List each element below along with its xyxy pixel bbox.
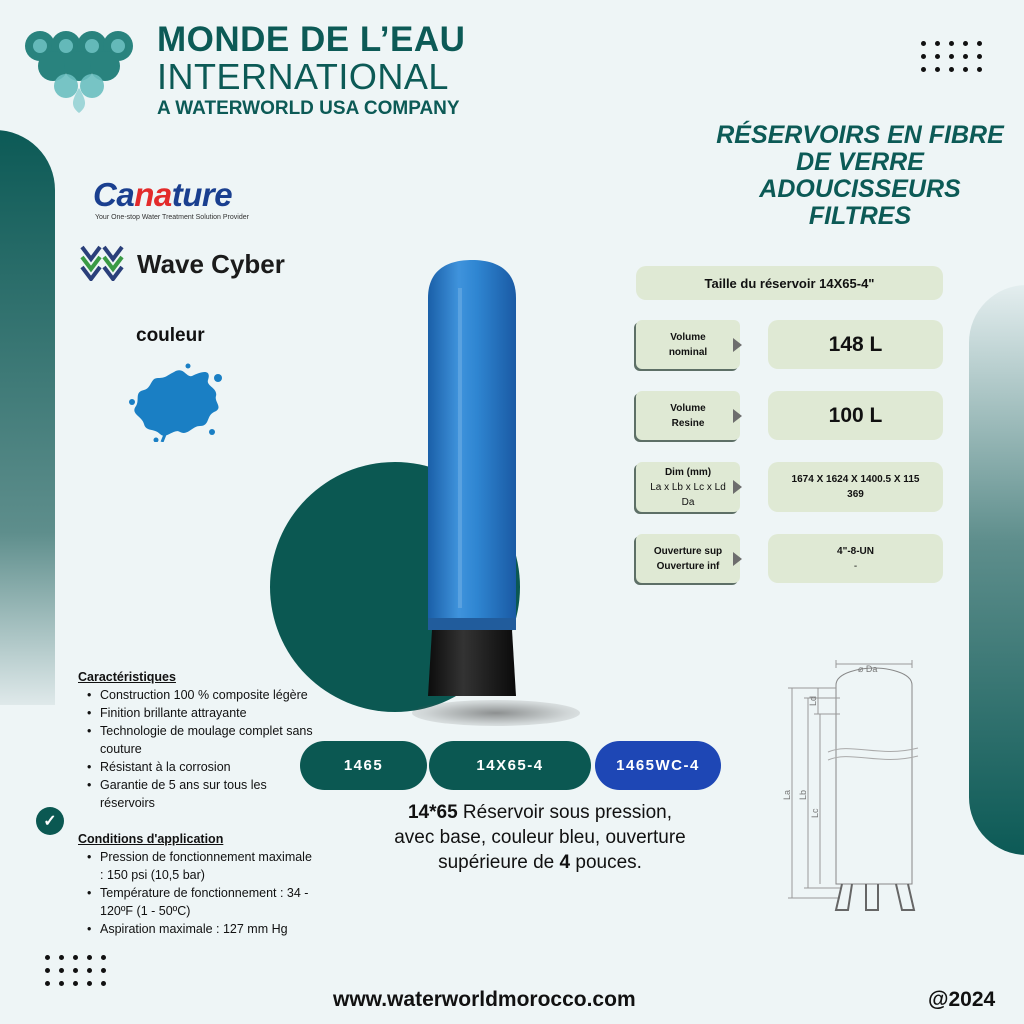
canature-logo-part3: ture xyxy=(171,176,233,213)
background-right-bar xyxy=(969,285,1024,855)
list-item: • Pression de fonctionnement maximale : 150 psi (10,5 bar) xyxy=(84,848,316,884)
spec-label-text: Ouverture sup xyxy=(653,545,723,557)
spec-label-dimensions xyxy=(636,462,740,512)
tank-dimension-drawing xyxy=(770,660,920,915)
wave-cyber-chevrons-icon xyxy=(80,243,126,281)
spec-value-dimensions xyxy=(768,462,943,512)
list-item: • Aspiration maximale : 127 mm Hg xyxy=(84,920,316,938)
decorative-dots-bottom xyxy=(45,955,107,986)
spec-value-text: 369 xyxy=(847,489,864,500)
spec-value-text: 1674 X 1624 X 1400.5 X 115 xyxy=(791,474,920,485)
blue-paint-splash-icon xyxy=(126,362,226,442)
list-item: • Garantie de 5 ans sur tous les réservoirs xyxy=(84,776,316,812)
product-description xyxy=(340,800,740,875)
canature-logo-part2: na xyxy=(134,176,172,213)
headline-line3: ADOUCISSEURS xyxy=(759,175,961,203)
description-text: 14*65 xyxy=(407,802,458,823)
drawing-label-lc: Lc xyxy=(810,808,820,818)
spec-label-text: Da xyxy=(681,496,695,508)
headline-line4: FILTRES xyxy=(808,202,912,230)
list-item: • Résistant à la corrosion xyxy=(84,758,316,776)
spec-value-text: 4"-8-UN xyxy=(837,545,874,557)
canature-logo-part1: Ca xyxy=(93,176,135,213)
features-title: Caractéristiques xyxy=(78,670,176,684)
background-left-bar xyxy=(0,130,55,705)
drawing-label-ld: Ld xyxy=(808,695,818,706)
spec-label-text: Ouverture inf xyxy=(656,560,720,572)
color-label: couleur xyxy=(136,325,205,346)
spec-value-text: - xyxy=(853,560,858,572)
tank-size-title: Taille du réservoir 14X65-4" xyxy=(636,266,943,300)
tank-shadow xyxy=(412,700,580,726)
brand-name-line1: MONDE DE L’EAU xyxy=(157,20,466,59)
description-text: supérieure de xyxy=(438,852,560,873)
spec-value-resin-volume: 100 L xyxy=(768,391,943,440)
spec-label-resin-volume xyxy=(636,391,740,440)
decorative-dots-top xyxy=(921,41,983,72)
spec-label-text: Volume xyxy=(670,331,706,343)
conditions-list xyxy=(84,848,316,938)
headline-line2: DE VERRE xyxy=(796,148,924,176)
description-text: Réservoir sous pression, xyxy=(457,802,673,823)
checkmark-icon: ✓ xyxy=(36,807,64,835)
website-link[interactable]: www.waterworldmorocco.com xyxy=(333,988,636,1011)
spec-label-openings xyxy=(636,534,740,583)
headline-line1: RÉSERVOIRS EN FIBRE xyxy=(716,121,1004,149)
list-item: • Température de fonctionnement : 34 - 120ºF (1 - 50ºC) xyxy=(84,884,316,920)
spec-value-openings xyxy=(768,534,943,583)
features-list xyxy=(84,686,316,812)
description-text: 4 xyxy=(559,852,571,873)
spec-label-text: Volume xyxy=(670,402,706,414)
model-button-14x65-4[interactable]: 14X65-4 xyxy=(429,741,591,790)
spec-label-text: nominal xyxy=(668,346,708,358)
brand-name-line2: INTERNATIONAL xyxy=(157,56,449,97)
spec-label-text: Resine xyxy=(671,417,705,429)
conditions-title: Conditions d'application xyxy=(78,832,224,846)
brand-tagline: A WATERWORLD USA COMPANY xyxy=(157,98,460,119)
wave-cyber-logo-text: Wave Cyber xyxy=(137,249,285,279)
canature-tagline: Your One-stop Water Treatment Solution Provider xyxy=(95,214,249,221)
list-item: • Construction 100 % composite légère xyxy=(84,686,316,704)
water-drops-logo-icon xyxy=(18,18,148,128)
spec-label-text: La x Lb x Lc x Ld xyxy=(650,481,726,493)
spec-value-nominal-volume: 148 L xyxy=(768,320,943,369)
model-button-1465wc-4[interactable]: 1465WC-4 xyxy=(595,741,721,790)
spec-label-nominal-volume xyxy=(636,320,740,369)
description-text: avec base, couleur bleu, ouverture xyxy=(394,827,686,848)
fiberglass-tank-image xyxy=(420,258,524,698)
spec-label-text: Dim (mm) xyxy=(664,466,712,478)
drawing-label-lb: Lb xyxy=(798,789,808,800)
canature-logo xyxy=(93,176,232,214)
model-button-1465[interactable]: 1465 xyxy=(300,741,427,790)
list-item: • Finition brillante attrayante xyxy=(84,704,316,722)
description-text: pouces. xyxy=(570,852,642,873)
drawing-label-da: ⌀ Da xyxy=(858,664,878,674)
page-headline xyxy=(690,122,1024,230)
drawing-label-la: La xyxy=(782,789,792,800)
list-item: • Technologie de moulage complet sans couture xyxy=(84,722,316,758)
copyright-year: @2024 xyxy=(928,988,996,1011)
